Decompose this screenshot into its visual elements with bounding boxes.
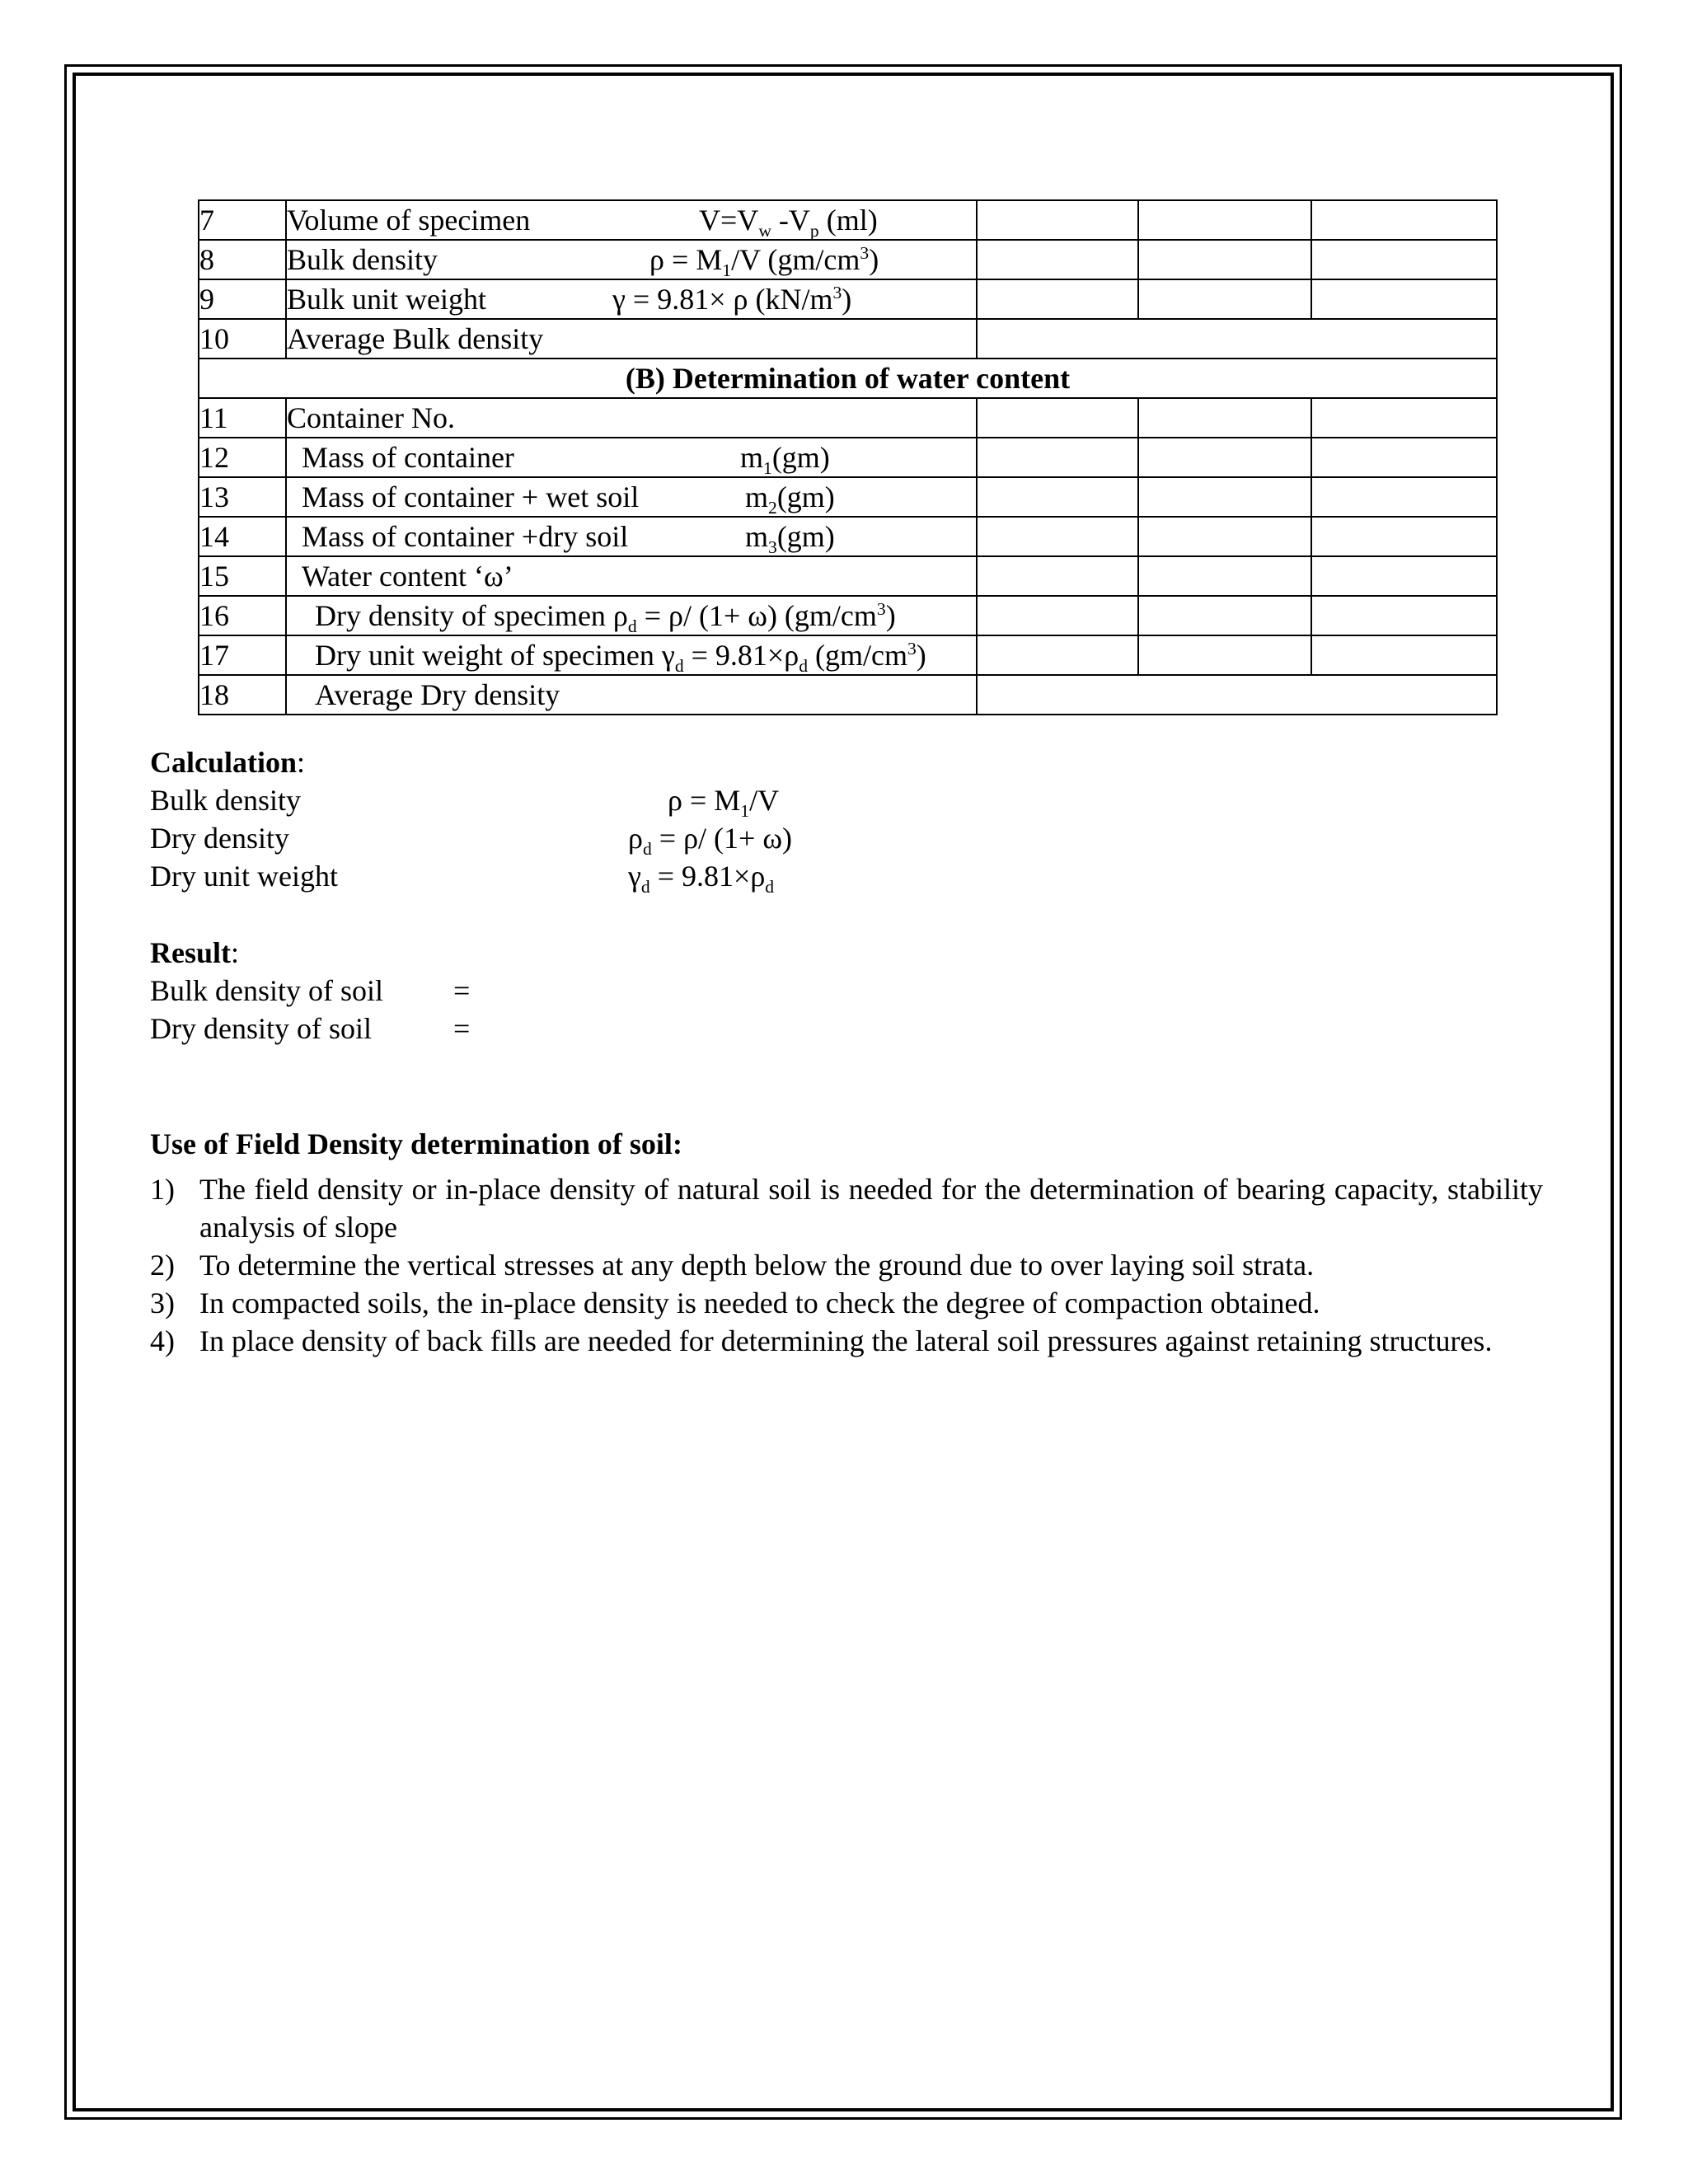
row-description: Dry density of specimen $\rho_d = \rho/$ (1+ ω) $(gm/cm^3)$: [286, 596, 977, 635]
trial-value-cell: [1138, 477, 1311, 517]
trial-value-cell: [977, 398, 1138, 438]
trial-value-cell: [1138, 635, 1311, 675]
trial-value-cell: [1138, 596, 1311, 635]
table-row: [199, 635, 1497, 675]
table-row: [199, 556, 1497, 596]
trial-value-cell: [1311, 635, 1497, 675]
table-row: [199, 319, 1497, 359]
row-description: [286, 240, 977, 279]
calculation-heading: Calculation:: [150, 746, 306, 779]
trial-value-cell: [1138, 438, 1311, 477]
row-formula: $m_2(gm)$: [745, 480, 835, 518]
row-description: [286, 398, 977, 438]
use-item: [150, 1284, 1543, 1322]
result-label: Bulk density of soil: [150, 974, 384, 1007]
use-item-number: 3): [150, 1286, 175, 1319]
table-row: [199, 438, 1497, 477]
trial-value-cell: [1311, 398, 1497, 438]
trial-value-cell: [1138, 200, 1311, 240]
uses-list: [150, 1170, 1543, 1360]
use-item-text: In compacted soils, the in-place density is needed to check the degree of compaction obtained.: [199, 1286, 1320, 1319]
trial-value-cell: [977, 279, 1138, 319]
row-number: 13: [199, 477, 286, 517]
trial-value-cell: [1311, 279, 1497, 319]
calculation-label: Dry density: [150, 822, 289, 855]
row-formula: $\rho = M_1/V$ $(gm/cm^3)$: [649, 243, 879, 281]
row-number: 8: [199, 240, 286, 279]
row-label: Bulk unit weight: [287, 283, 486, 316]
row-description: [286, 556, 977, 596]
row-number: 12: [199, 438, 286, 477]
average-value-cell: [977, 675, 1497, 715]
row-number: 15: [199, 556, 286, 596]
trial-value-cell: [1138, 240, 1311, 279]
row-description: [286, 319, 977, 359]
trial-value-cell: [1311, 517, 1497, 556]
row-formula: γ = 9.81× ρ $(kN/m^3)$: [612, 283, 852, 316]
row-formula: $V=V_w$ $-V_p$ (ml): [699, 204, 878, 241]
row-label: Container No.: [287, 401, 455, 434]
table-row: [199, 279, 1497, 319]
row-label: Average Dry density: [315, 678, 560, 711]
trial-value-cell: [977, 517, 1138, 556]
use-item: [150, 1246, 1543, 1284]
row-description: [286, 517, 977, 556]
trial-value-cell: [1311, 556, 1497, 596]
trial-value-cell: [977, 200, 1138, 240]
use-item: [150, 1322, 1543, 1360]
row-label: Volume of specimen: [287, 204, 531, 237]
row-label: Mass of container: [302, 441, 514, 474]
trial-value-cell: [1311, 200, 1497, 240]
table-row: [199, 240, 1497, 279]
trial-value-cell: [1311, 477, 1497, 517]
trial-value-cell: [1311, 596, 1497, 635]
use-item-number: 1): [150, 1173, 175, 1206]
row-number: 17: [199, 635, 286, 675]
calculation-formula: $\rho_d = \rho/$ (1+ ω): [628, 822, 793, 860]
row-description: Dry unit weight of specimen $\gamma_d = 9.81\times\rho_d$ $(gm/cm^3)$: [286, 635, 977, 675]
trial-value-cell: [1138, 517, 1311, 556]
trial-value-cell: [1138, 556, 1311, 596]
trial-value-cell: [1138, 398, 1311, 438]
row-formula: $m_1(gm)$: [740, 441, 830, 479]
row-description: [286, 675, 977, 715]
result-equals: =: [453, 974, 471, 1007]
section-b-heading: (B) Determination of water content: [199, 359, 1497, 398]
row-description: [286, 200, 977, 240]
row-label: Water content ‘ω’: [302, 560, 513, 593]
use-item-text: In place density of back fills are needed for determining the lateral soil pressures against retaining structures.: [199, 1324, 1493, 1357]
table-row: [199, 596, 1497, 635]
trial-value-cell: [977, 635, 1138, 675]
row-formula: $m_3(gm)$: [745, 520, 835, 558]
row-label: Mass of container + wet soil: [302, 480, 640, 513]
row-description: [286, 438, 977, 477]
calculation-label: Bulk density: [150, 784, 302, 817]
row-number: 16: [199, 596, 286, 635]
trial-value-cell: [977, 596, 1138, 635]
trial-value-cell: [1138, 279, 1311, 319]
use-item-text: To determine the vertical stresses at any depth below the ground due to over laying soil strata.: [199, 1249, 1315, 1282]
table-row: [199, 477, 1497, 517]
use-item-number: 2): [150, 1249, 175, 1282]
row-description: [286, 477, 977, 517]
observation-table: [198, 199, 1498, 715]
table-row: [199, 200, 1497, 240]
use-item-number: 4): [150, 1324, 175, 1357]
row-label: Mass of container +dry soil: [302, 520, 629, 553]
calculation-formula: $\rho = M_1/V$: [668, 784, 780, 822]
trial-value-cell: [977, 438, 1138, 477]
result-heading: Result:: [150, 936, 240, 969]
row-number: 10: [199, 319, 286, 359]
section-b-row: [199, 359, 1497, 398]
row-number: 18: [199, 675, 286, 715]
result-label: Dry density of soil: [150, 1012, 372, 1045]
table-row: [199, 517, 1497, 556]
row-number: 7: [199, 200, 286, 240]
table-row: [199, 675, 1497, 715]
row-number: 9: [199, 279, 286, 319]
row-label: Bulk density: [287, 243, 438, 276]
use-item: [150, 1170, 1543, 1246]
calculation-formula: $\gamma_d = 9.81\times\rho_d$: [628, 860, 775, 898]
calculation-label: Dry unit weight: [150, 860, 338, 893]
use-item-text: The field density or in-place density of natural soil is needed for the determination of bearing capacity, stability analysis of slope: [199, 1173, 1543, 1244]
table-row: [199, 398, 1497, 438]
trial-value-cell: [1311, 438, 1497, 477]
row-number: 14: [199, 517, 286, 556]
trial-value-cell: [1311, 240, 1497, 279]
row-description: [286, 279, 977, 319]
row-label: Average Bulk density: [287, 322, 544, 355]
trial-value-cell: [977, 477, 1138, 517]
average-value-cell: [977, 319, 1497, 359]
trial-value-cell: [977, 556, 1138, 596]
row-number: 11: [199, 398, 286, 438]
result-equals: =: [453, 1012, 471, 1045]
trial-value-cell: [977, 240, 1138, 279]
